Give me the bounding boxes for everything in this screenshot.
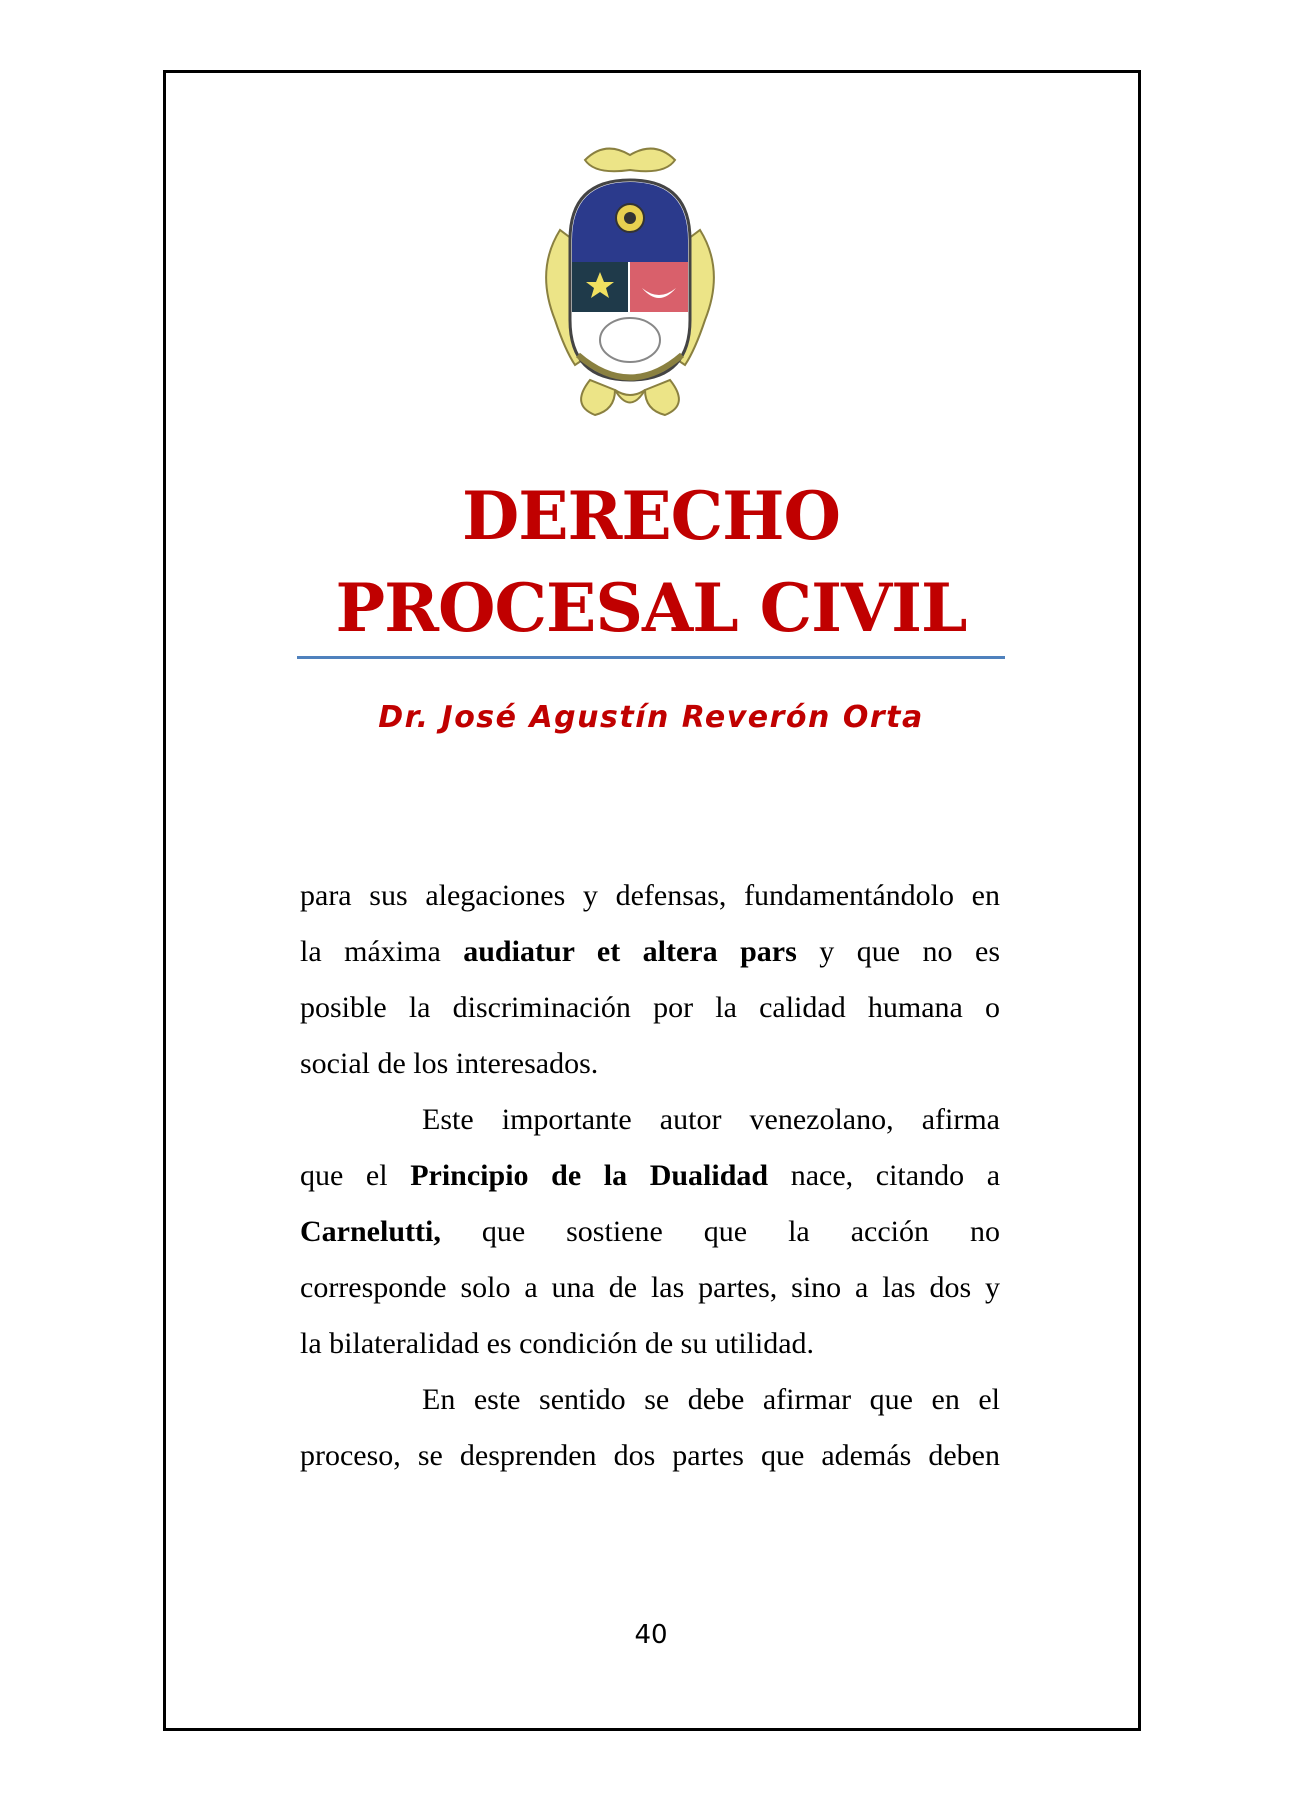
text-line: Este importante autor venezolano, afirma — [422, 1103, 1000, 1136]
text-line: corresponde solo a una de las partes, sino a las dos y — [300, 1271, 1000, 1304]
text-line: En este sentido se debe afirmar que en el — [422, 1383, 1000, 1416]
text-line: para sus alegaciones y defensas, fundamentándolo en — [300, 879, 1000, 912]
author-name: Dr. José Agustín Reverón Orta — [378, 700, 924, 735]
text-line: posible la discriminación por la calidad humana o — [300, 991, 1000, 1024]
page-number: 40 — [634, 1620, 668, 1650]
text-line — [300, 1148, 1000, 1204]
document-title-line-1: DERECHO — [461, 477, 841, 555]
text-line — [300, 924, 1000, 980]
emphasis-latin-maxim: audiatur et altera pars — [463, 935, 797, 968]
text-span: que el — [300, 1159, 411, 1192]
text-line: social de los interesados. — [300, 1047, 599, 1080]
body-text — [300, 868, 1000, 1484]
coat-of-arms-icon — [530, 140, 730, 420]
title-divider — [297, 656, 1005, 659]
emphasis-principle: Principio de la Dualidad — [410, 1159, 769, 1192]
document-title-line-2: PROCESAL CIVIL — [335, 569, 967, 647]
text-span: nace, citando a — [768, 1159, 1001, 1192]
text-line — [300, 1204, 1000, 1260]
text-span: y que no es — [796, 935, 1000, 968]
text-span: que sostiene que la acción no — [440, 1215, 1000, 1248]
text-span: la máxima — [300, 935, 464, 968]
emphasis-author-carnelutti: Carnelutti, — [300, 1215, 441, 1248]
text-line: la bilateralidad es condición de su utilidad. — [300, 1327, 815, 1360]
text-line: proceso, se desprenden dos partes que además deben — [300, 1439, 1000, 1472]
